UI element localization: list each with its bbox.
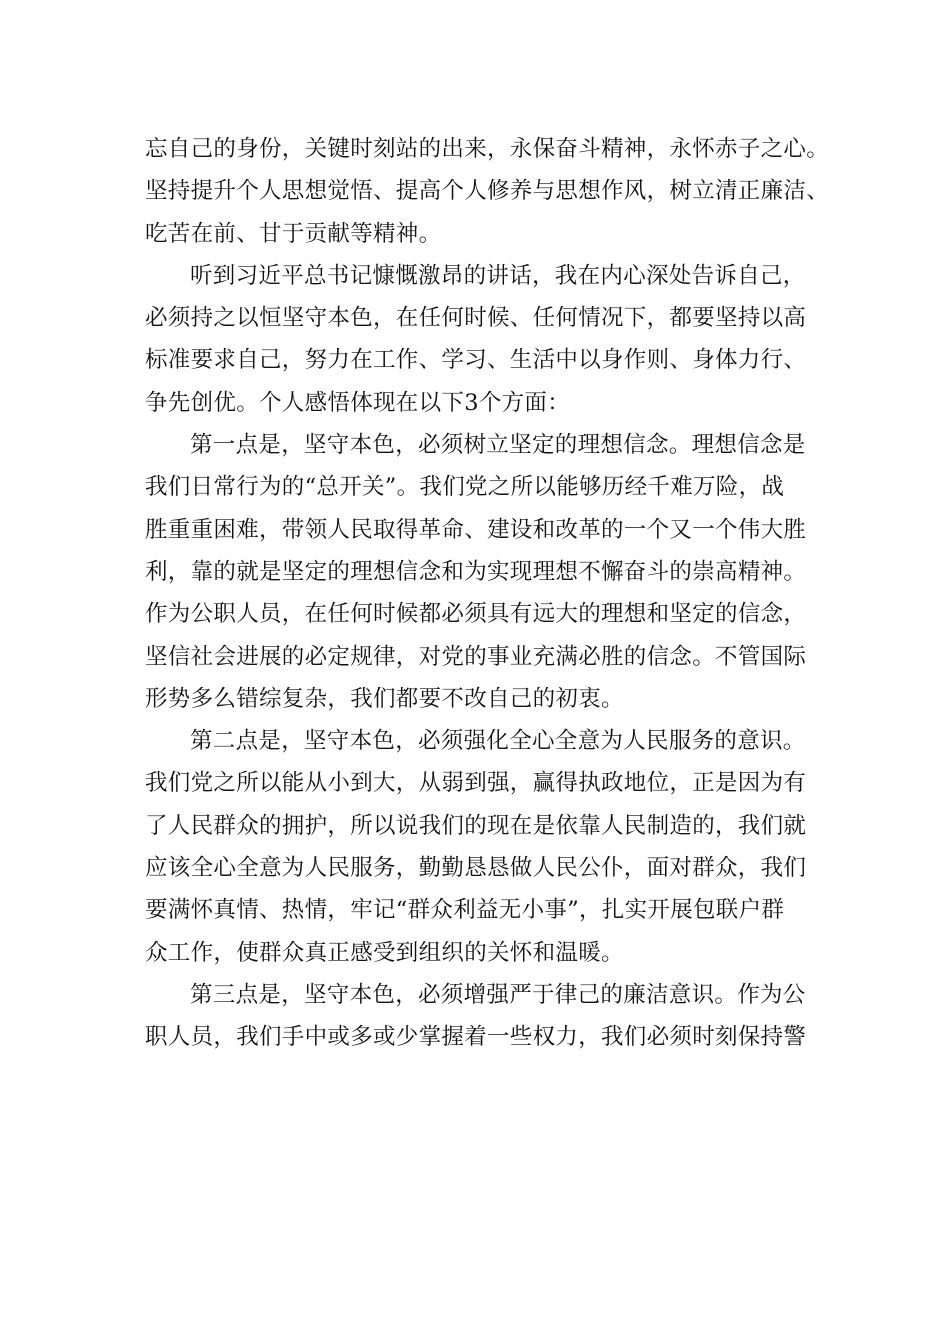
text-line: 我们日常行为的“总开关”。我们党之所以能够历经千难万险，战 xyxy=(145,474,785,501)
text-line: 我们党之所以能从小到大，从弱到强，赢得执政地位，正是因为有 xyxy=(145,770,807,797)
text-line: 坚信社会进展的必定规律，对党的事业充满必胜的信念。不管国际 xyxy=(145,643,807,670)
text-line: 争先创优。个人感悟体现在以下3个方面： xyxy=(145,389,571,416)
text-line: 众工作，使群众真正感受到组织的关怀和温暖。 xyxy=(145,939,624,966)
text-line: 作为公职人员，在任何时候都必须具有远大的理想和坚定的信念， xyxy=(145,601,807,628)
paragraph-first-line: 第一点是，坚守本色，必须树立坚定的理想信念。理想信念是 xyxy=(190,432,806,459)
text-line: 利，靠的就是坚定的理想信念和为实现理想不懈奋斗的崇高精神。 xyxy=(145,558,807,585)
text-line: 标准要求自己，努力在工作、学习、生活中以身作则、身体力行、 xyxy=(145,347,807,374)
paragraph-first-line: 第二点是，坚守本色，必须强化全心全意为人民服务的意识。 xyxy=(190,728,806,755)
text-line: 应该全心全意为人民服务，勤勤恳恳做人民公仆，面对群众，我们 xyxy=(145,855,807,882)
text-line: 职人员，我们手中或多或少掌握着一些权力，我们必须时刻保持警 xyxy=(145,1024,807,1051)
text-line: 吃苦在前、甘于贡献等精神。 xyxy=(145,220,442,247)
text-line: 坚持提升个人思想觉悟、提高个人修养与思想作风，树立清正廉洁、 xyxy=(145,178,830,205)
text-line: 要满怀真情、热情，牢记“群众利益无小事”，扎实开展包联户群 xyxy=(145,897,785,924)
paragraph-first-line: 第三点是，坚守本色，必须增强严于律己的廉洁意识。作为公 xyxy=(190,981,806,1008)
text-line: 形势多么错综复杂，我们都要不改自己的初衷。 xyxy=(145,685,624,712)
body-text xyxy=(145,128,835,1059)
text-line: 必须持之以恒坚守本色，在任何时候、任何情况下，都要坚持以高 xyxy=(145,305,807,332)
text-line: 胜重重困难，带领人民取得革命、建设和改革的一个又一个伟大胜 xyxy=(145,516,807,543)
paragraph-first-line: 听到习近平总书记慷慨激昂的讲话，我在内心深处告诉自己， xyxy=(190,262,806,289)
text-line: 忘自己的身份，关键时刻站的出来，永保奋斗精神，永怀赤子之心。 xyxy=(145,136,830,162)
text-line: 了人民群众的拥护，所以说我们的现在是依靠人民制造的，我们就 xyxy=(145,812,807,839)
